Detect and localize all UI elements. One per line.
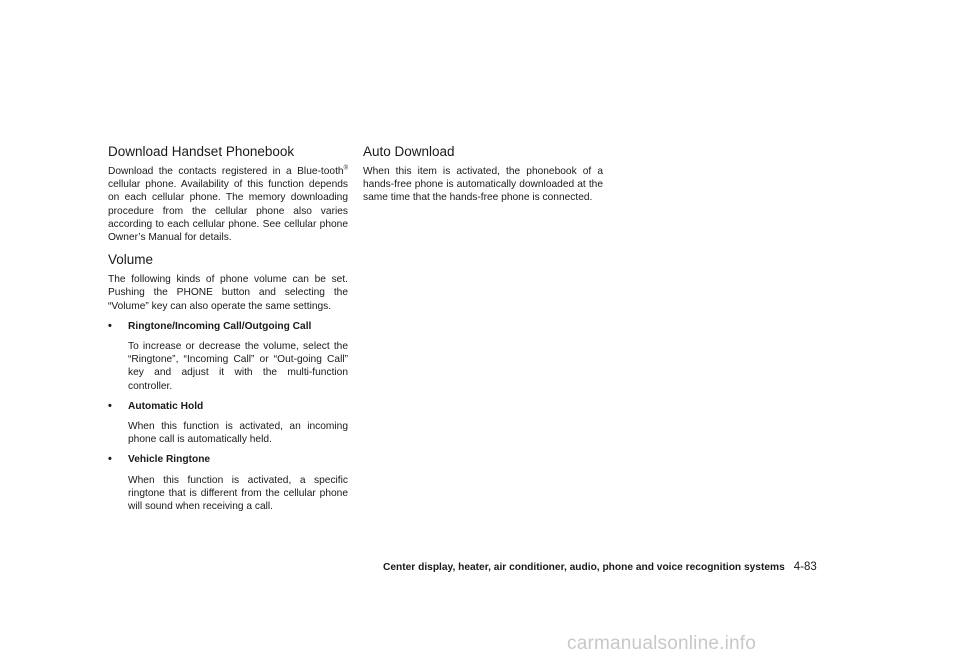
paragraph-volume: The following kinds of phone volume can be set. Pushing the PHONE button and selecting the “Volume” key can also operate the same settings. — [108, 274, 348, 312]
registered-mark: ® — [343, 165, 348, 172]
list-item — [108, 400, 348, 447]
bullet-icon: • — [108, 319, 112, 332]
watermark: carmanualsonline.info — [567, 633, 757, 654]
right-column — [363, 143, 603, 205]
list-item-title: Automatic Hold — [128, 400, 204, 412]
section-heading-download-handset-phonebook: Download Handset Phonebook — [108, 144, 295, 159]
section-heading-auto-download: Auto Download — [363, 144, 455, 159]
bullet-icon: • — [108, 453, 112, 466]
page-number: 4-83 — [793, 561, 817, 573]
list-item — [108, 453, 348, 513]
list-item — [108, 320, 348, 393]
paragraph-text: cellular phone. Availability of this function depends on each cellular phone. The memory downloading procedure from the cellular phone also varies according to each cellular phone. See cellular phone Owner’s Manual for details. — [108, 179, 348, 244]
chapter-title: Center display, heater, air conditioner, audio, phone and voice recognition systems — [383, 562, 785, 573]
list-item-text: When this function is activated, an incoming phone call is automatically held. — [128, 421, 348, 446]
section-heading-volume: Volume — [108, 252, 154, 268]
list-item-text: When this function is activated, a specific ringtone that is different from the cellular phone will sound when receiving a call. — [128, 474, 348, 513]
left-column — [108, 143, 348, 513]
list-item-title: Vehicle Ringtone — [128, 454, 211, 466]
paragraph-text: Download the contacts registered in a Blue-tooth — [108, 166, 344, 177]
list-item-title: Ringtone/Incoming Call/Outgoing Call — [128, 320, 312, 332]
page-footer — [383, 560, 853, 575]
bullet-icon: • — [108, 399, 112, 412]
list-item-text: To increase or decrease the volume, select the “Ringtone”, “Incoming Call” or “Out-going Call” key and adjust it with the multi-function controller. — [128, 341, 348, 392]
paragraph-download-phonebook — [108, 165, 348, 244]
paragraph-auto-download: When this item is activated, the phonebook of a hands-free phone is automatically downloaded at the same time that the hands-free phone is connected. — [363, 166, 603, 204]
